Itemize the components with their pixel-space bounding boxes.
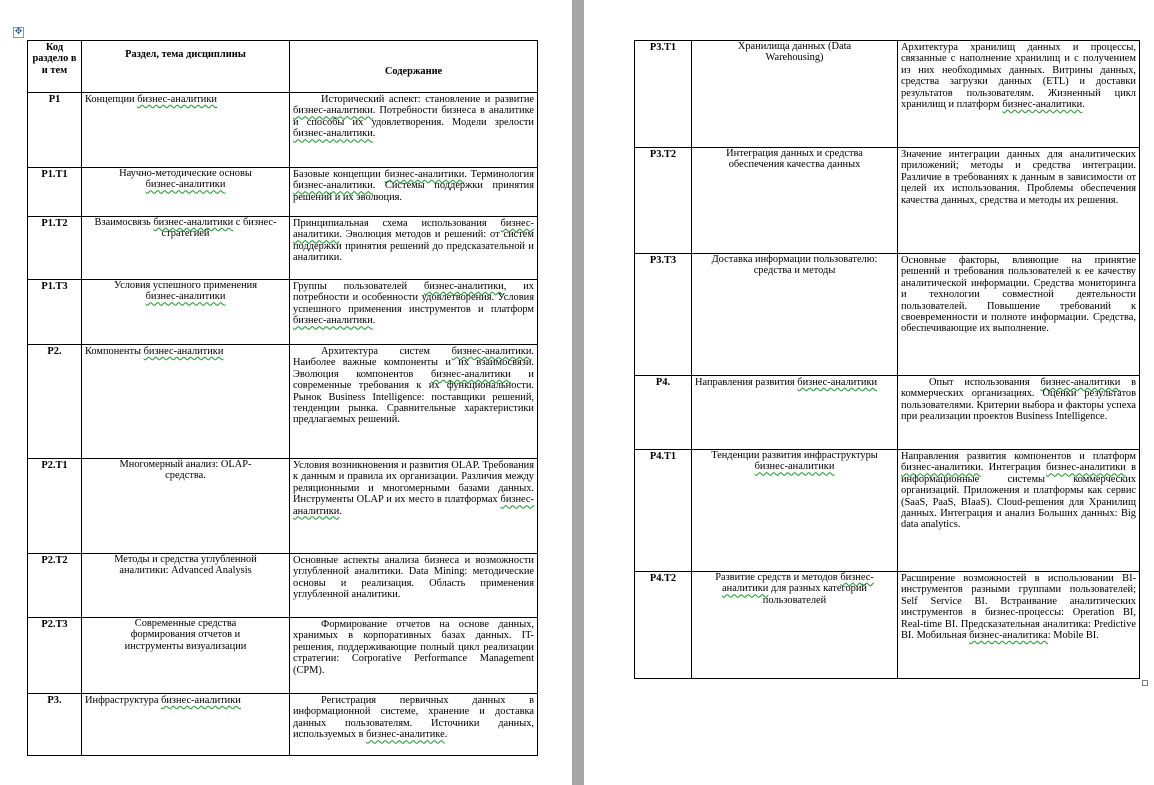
table-row xyxy=(635,572,1140,679)
table-row xyxy=(635,376,1140,450)
page-divider xyxy=(572,0,584,785)
row-content: Направления развития компонентов и платформ бизнес-аналитики. Интеграция бизнес-аналитики в информационные системы коммерческих организаций. Приложения и платформы как сервис (SaaS, PaaS, BIaaS). Cloud-решения для Хранилищ данных. Интеграция и анализ Больших данных: Big data analytics. xyxy=(898,450,1140,572)
row-code: Р4.Т2 xyxy=(635,572,692,679)
row-content: Принципиальная схема использования бизнес-аналитики. Эволюция методов и решений: от систем поддержки принятия решений до предсказательной и аналитики. xyxy=(290,217,538,280)
row-content: Архитектура хранилищ данных и процессы, связанные с наполнение хранилищ и с получением из них необходимых данных. Витрины данных, средства загрузки данных (ETL) и доставки результатов пользователям. Жизненный цикл хранилищ и платформ бизнес-аналитики. xyxy=(898,41,1140,148)
row-title: Хранилища данных (Data Warehousing) xyxy=(692,41,898,148)
row-code: Р1.Т3 xyxy=(28,280,82,345)
row-title: Современные средства формирования отчетов и инструменты визуализации xyxy=(82,618,290,694)
row-content: Исторический аспект: становление и развитие бизнес-аналитики. Потребности бизнеса в аналитике и способы их удовлетворения. Модели зрелости бизнес-аналитики. xyxy=(290,93,538,168)
table-row xyxy=(28,618,538,694)
row-title: Взаимосвязь бизнес-аналитики с бизнес-стратегией xyxy=(82,217,290,280)
row-code: Р4.Т1 xyxy=(635,450,692,572)
row-title: Методы и средства углубленной аналитики: Advanced Analysis xyxy=(82,554,290,618)
table-row xyxy=(28,217,538,280)
row-code: Р2. xyxy=(28,345,82,459)
row-code: Р2.Т1 xyxy=(28,459,82,554)
row-content: Архитектура систем бизнес-аналитики. Наиболее важные компоненты и их взаимосвязи. Эволюция компонентов бизнес-аналитики и современные требования к их функциональности. Рынок Business Intelligence: поставщики решений, тенденции рынка. Сравнительные характеристики предлагаемых решений. xyxy=(290,345,538,459)
curriculum-table-left xyxy=(27,40,538,756)
table-row xyxy=(635,254,1140,376)
row-content: Основные факторы, влияющие на принятие решений и требования пользователей к ее качеству аналитической информации. Средства мониторинга и технологии совместной деятельности пользователей. Повышение требований к своевременности и полноте информации. Средства, обеспечивающие их выполнение. xyxy=(898,254,1140,376)
row-code: Р2.Т3 xyxy=(28,618,82,694)
row-title: Развитие средств и методов бизнес-аналитики для разных категорий пользователей xyxy=(692,572,898,679)
row-title: Тенденции развития инфраструктуры бизнес-аналитики xyxy=(692,450,898,572)
table-row xyxy=(635,450,1140,572)
table-row xyxy=(28,280,538,345)
row-title: Условия успешного применения бизнес-аналитики xyxy=(82,280,290,345)
row-code: Р3.Т1 xyxy=(635,41,692,148)
row-content: Значение интеграции данных для аналитических приложений; методы и средства интеграции. Различие в требованиях к данным в зависимости от целей их использования. Проблемы обеспечения качества данных, средства и методы их решения. xyxy=(898,148,1140,254)
curriculum-table-right xyxy=(634,40,1140,679)
row-code: Р1 xyxy=(28,93,82,168)
move-arrows-icon[interactable]: ✥ xyxy=(14,27,23,37)
document-page-right xyxy=(584,0,1154,785)
header-section: Раздел, тема дисциплины xyxy=(82,41,290,93)
header-code: Код раздело в и тем xyxy=(28,41,82,93)
row-content: Основные аспекты анализа бизнеса и возможности углубленной аналитики. Data Mining: методические основы и реализация. Область применения углубленной аналитики. xyxy=(290,554,538,618)
row-title: Интеграция данных и средства обеспечения качества данных xyxy=(692,148,898,254)
table-row xyxy=(635,41,1140,148)
resize-square-icon[interactable] xyxy=(1142,680,1148,686)
row-content: Опыт использования бизнес-аналитики в коммерческих организациях. Оценки результатов пользователями. Критерии выбора и факторы успеха при реализации проектов Business Intelligence. xyxy=(898,376,1140,450)
row-code: Р2.Т2 xyxy=(28,554,82,618)
table-row xyxy=(28,694,538,756)
row-code: Р3.Т2 xyxy=(635,148,692,254)
table-row xyxy=(28,345,538,459)
table-row xyxy=(635,148,1140,254)
row-content: Группы пользователей бизнес-аналитики, их потребности и особенности удовлетворения. Условия успешного применения инструментов и платформ бизнес-аналитики. xyxy=(290,280,538,345)
row-code: Р4. xyxy=(635,376,692,450)
row-content: Базовые концепции бизнес-аналитики. Терминология бизнес-аналитики. Системы поддержки принятия решений и их эволюция. xyxy=(290,168,538,217)
row-code: Р3. xyxy=(28,694,82,756)
row-title: Многомерный анализ: OLAP-средства. xyxy=(82,459,290,554)
header-row xyxy=(28,41,538,93)
table-row xyxy=(28,93,538,168)
table-row xyxy=(28,168,538,217)
table-row xyxy=(28,459,538,554)
document-page-left xyxy=(0,0,572,785)
row-title: Доставка информации пользователю: средства и методы xyxy=(692,254,898,376)
row-content: Формирование отчетов на основе данных, хранимых в корпоративных базах данных. IT-решения, поддерживающие полный цикл реализации стратегии: Corporative Performance Management (CPM). xyxy=(290,618,538,694)
row-title: Направления развития бизнес-аналитики xyxy=(692,376,898,450)
row-code: Р3.Т3 xyxy=(635,254,692,376)
row-code: Р1.Т1 xyxy=(28,168,82,217)
row-title: Инфраструктура бизнес-аналитики xyxy=(82,694,290,756)
row-content: Условия возникновения и развития OLAP. Требования к данным и правила их организации. Различия между реляционными и многомерными базами данных. Инструменты OLAP и их место в платформах бизнес-аналитики. xyxy=(290,459,538,554)
row-content: Расширение возможностей в использовании BI-инструментов разными группами пользователей; Self Service BI. Встраивание аналитических инструментов в бизнес-процессы: Operation BI, Real-time BI. Предсказательная аналитика: Predictive BI. Мобильная бизнес-аналитика: Mobile BI. xyxy=(898,572,1140,679)
row-title: Концепции бизнес-аналитики xyxy=(82,93,290,168)
row-title: Научно-методические основы бизнес-аналитики xyxy=(82,168,290,217)
row-title: Компоненты бизнес-аналитики xyxy=(82,345,290,459)
header-content: Содержание xyxy=(290,41,538,93)
table-row xyxy=(28,554,538,618)
row-code: Р1.Т2 xyxy=(28,217,82,280)
row-content: Регистрация первичных данных в информационной системе, хранение и доставка данных пользователям. Источники данных, используемых в бизнес-аналитике. xyxy=(290,694,538,756)
